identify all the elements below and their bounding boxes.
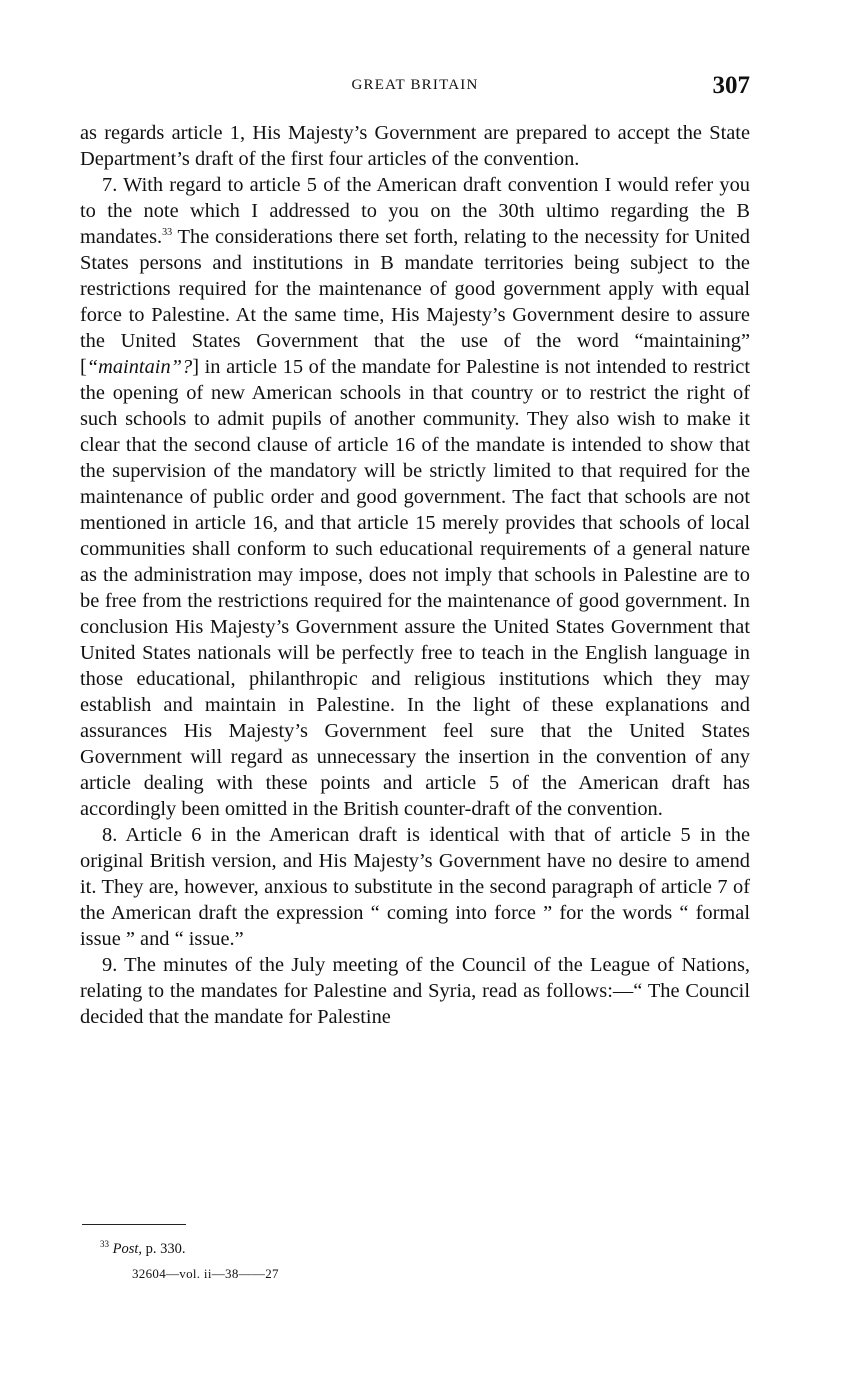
paragraph-7 xyxy=(80,172,750,822)
footnote-33 xyxy=(100,1240,186,1258)
print-signature: 32604—vol. ii—38——27 xyxy=(132,1266,279,1281)
running-title: GREAT BRITAIN xyxy=(351,77,479,93)
footnote-page-ref: p. 330. xyxy=(142,1241,186,1257)
footnote-rule xyxy=(82,1224,186,1225)
editorial-insertion: “maintain”? xyxy=(86,356,193,378)
paragraph-8: 8. Article 6 in the American draft is identical with that of article 5 in the original British version, and His Majesty’s Government have no desire to amend it. They are, however, anxious to substitute in the second paragraph of article 7 of the American draft the expression “ coming into force ” for the words “ formal issue ” and “ issue.” xyxy=(80,824,750,950)
footnote-marker: 33 xyxy=(100,1239,109,1249)
paragraph-9: 9. The minutes of the July meeting of the Council of the League of Nations, relating to the mandates for Palestine and Syria, read as follows:—“ The Council decided that the mandate for Palestine xyxy=(80,954,750,1028)
body-text xyxy=(80,120,750,1030)
footnote-reference-33: 33 xyxy=(162,227,173,238)
paragraph-7-part-c: ] in article 15 of the mandate for Palestine is not intended to restrict the opening of new American schools in that country or to restrict the right of such schools to admit pupils of another community. They also wish to make it clear that the second clause of article 16 of the mandate is intended to show that the supervision of the mandatory will be strictly limited to that required for the maintenance of public order and good government. The fact that schools are not mentioned in article 16, and that article 15 merely provides that schools of local communities shall conform to such educational requirements of a general nature as the administration may impose, does not imply that schools in Palestine are to be free from the restrictions required for the maintenance of good government. In conclusion His Majesty’s Government assure the United States Government that United States nationals will be perfectly free to teach in the English language in those educational, philanthropic and religious institutions which they may establish and maintain in Palestine. In the light of these explanations and assurances His Majesty’s Government feel sure that the United States Government will regard as unnecessary the insertion in the convention of any article dealing with these points and article 5 of the American draft has accordingly been omitted in the British counter-draft of the convention. xyxy=(80,356,750,820)
paragraph-7-part-b: The considerations there set forth, relating to the necessity for United States persons and institutions in B mandate territories being subject to the restrictions required for the maintenance of good government apply with equal force to Palestine. At the same time, His Majesty’s Government desire to assure the United States Government that the use of the word “maintaining” [ xyxy=(80,226,750,378)
paragraph-7-part-a: 7. With regard to article 5 of the American draft convention I would refer you to the note which I addressed to you on the 30th ultimo regarding the B mandates. xyxy=(80,174,750,248)
page-number: 307 xyxy=(712,72,750,99)
running-head xyxy=(80,72,750,108)
paragraph-intro: as regards article 1, His Majesty’s Government are prepared to accept the State Department’s draft of the first four articles of the convention. xyxy=(80,122,750,170)
footnote-source: Post, xyxy=(112,1241,143,1257)
